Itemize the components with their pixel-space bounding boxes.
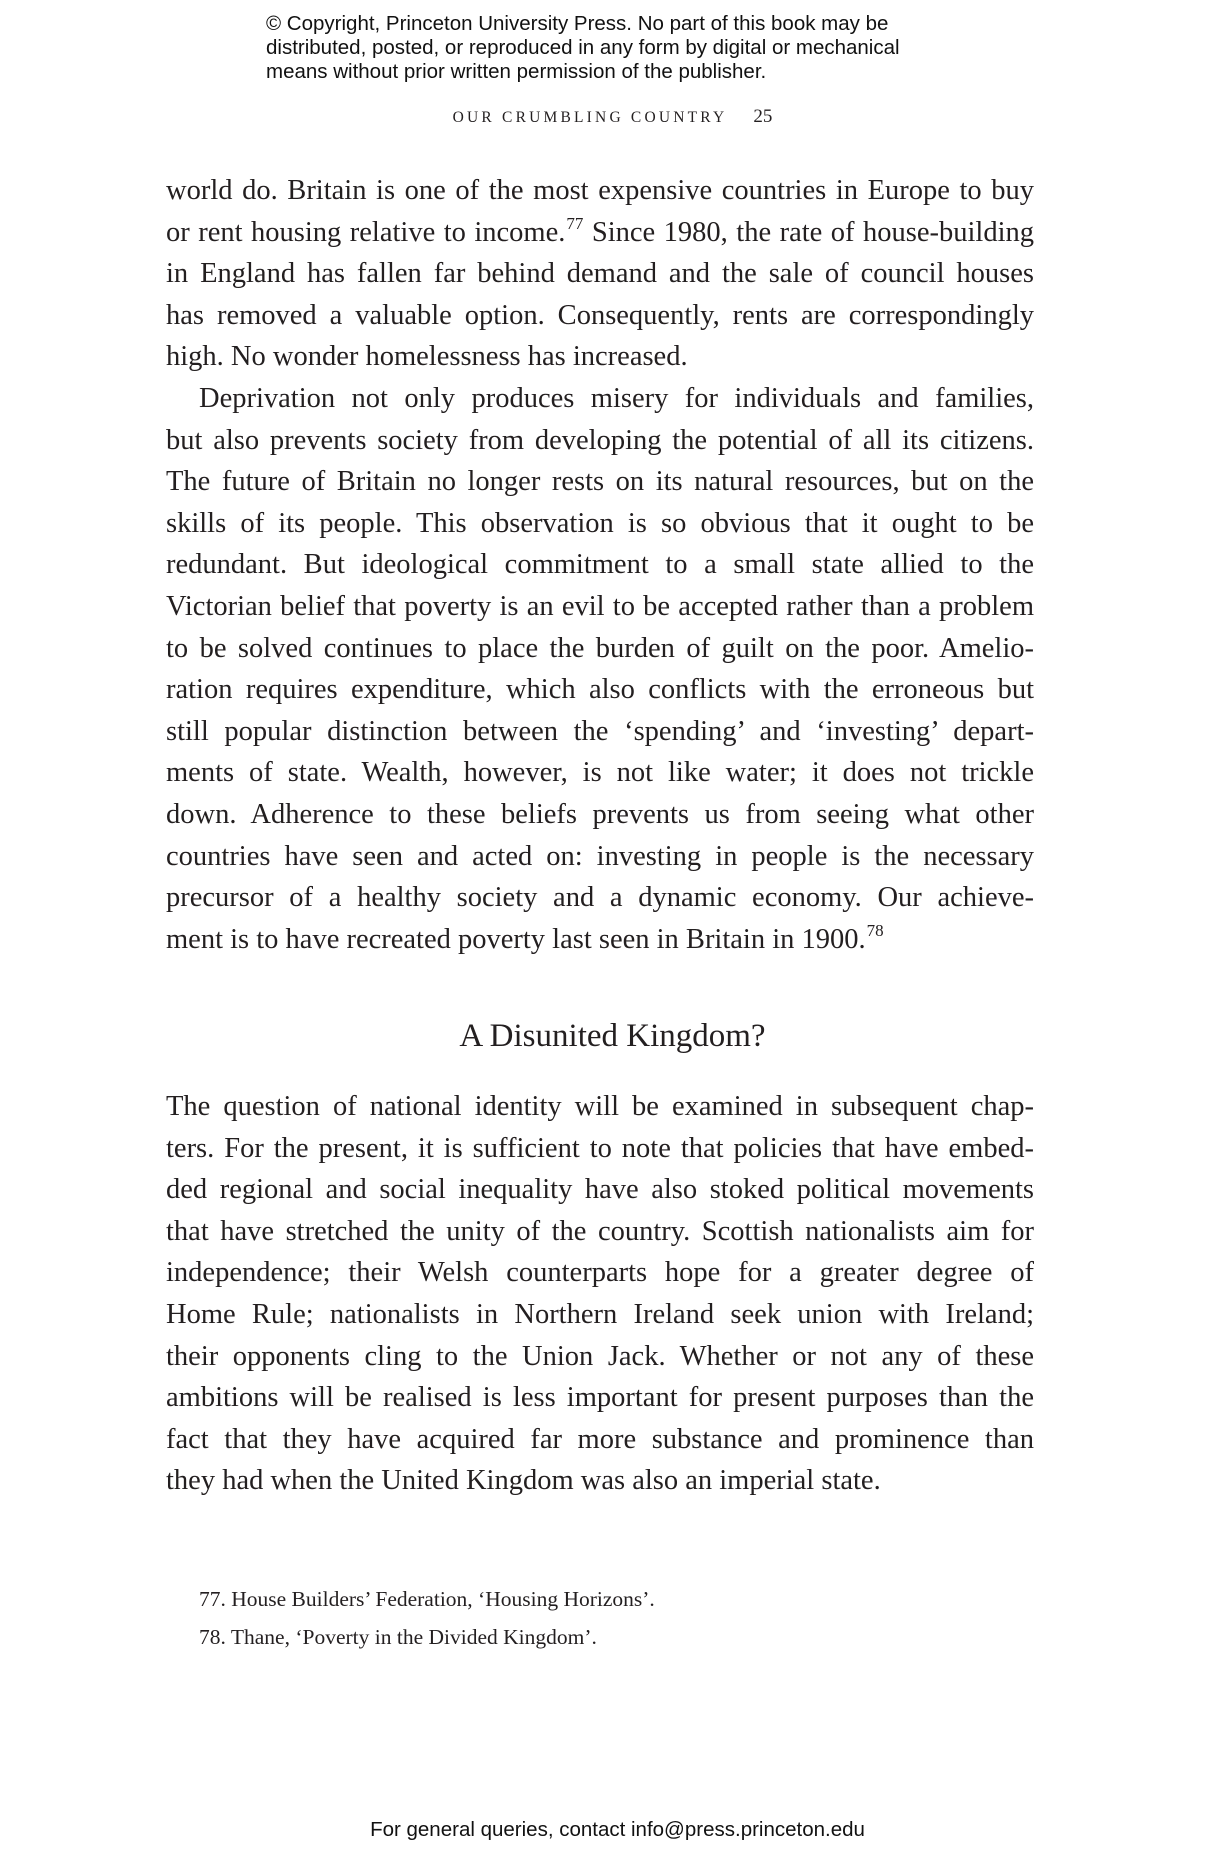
text-line: but also prevents society from developing the potential of all its citizens.	[166, 424, 1034, 456]
text-fragment: or rent housing relative to income.	[166, 216, 566, 248]
text-fragment: ment is to have recreated poverty last seen in Britain in 1900.	[166, 923, 866, 955]
section-heading: A Disunited Kingdom?	[459, 1018, 766, 1054]
copyright-line: means without prior written permission of the publisher.	[266, 60, 767, 83]
body-text-section-1	[166, 170, 1034, 960]
text-line: high. No wonder homelessness has increased.	[166, 341, 688, 373]
text-line: ded regional and social inequality have also stoked political movements	[166, 1174, 1034, 1206]
text-line: ambitions will be realised is less important for present purposes than the	[166, 1382, 1034, 1414]
running-head	[0, 106, 1225, 128]
text-line: has removed a valuable option. Consequently, rents are correspondingly	[166, 299, 1034, 331]
text-line: skills of its people. This observation is so obvious that it ought to be	[166, 507, 1034, 539]
copyright-line: © Copyright, Princeton University Press. No part of this book may be	[266, 12, 889, 35]
text-line: ments of state. Wealth, however, is not like water; it does not trickle	[166, 757, 1034, 789]
text-line: Home Rule; nationalists in Northern Ireland seek union with Ireland;	[166, 1298, 1034, 1330]
text-line: ters. For the present, it is sufficient to note that policies that have embed-	[166, 1132, 1034, 1164]
text-line: Deprivation not only produces misery for individuals and families,	[199, 382, 1034, 414]
text-line	[166, 212, 1034, 254]
text-line: Victorian belief that poverty is an evil to be accepted rather than a problem	[166, 590, 1034, 622]
copyright-line: distributed, posted, or reproduced in any form by digital or mechanical	[266, 36, 900, 59]
footnote-ref-78[interactable]: 78	[866, 920, 884, 940]
text-line: down. Adherence to these beliefs prevents us from seeing what other	[166, 798, 1034, 830]
chapter-title: OUR CRUMBLING COUNTRY	[452, 109, 728, 126]
text-line: that have stretched the unity of the country. Scottish nationalists aim for	[166, 1215, 1034, 1247]
footnote-77: 77. House Builders’ Federation, ‘Housing Horizons’.	[199, 1587, 655, 1611]
footnote-ref-77[interactable]: 77	[566, 213, 584, 233]
text-line: in England has fallen far behind demand and the sale of council houses	[166, 258, 1034, 290]
copyright-notice	[266, 12, 900, 84]
text-line: they had when the United Kingdom was also an imperial state.	[166, 1465, 881, 1497]
text-line: to be solved continues to place the burden of guilt on the poor. Amelio-	[166, 632, 1034, 664]
text-line: redundant. But ideological commitment to a small state allied to the	[166, 549, 1034, 581]
text-line: still popular distinction between the ‘spending’ and ‘investing’ depart-	[166, 715, 1034, 747]
text-line: fact that they have acquired far more substance and prominence than	[166, 1423, 1034, 1455]
text-line	[166, 919, 1034, 961]
text-line: precursor of a healthy society and a dynamic economy. Our achieve-	[166, 882, 1034, 914]
contact-footer: For general queries, contact info@press.princeton.edu	[370, 1818, 865, 1841]
text-line: The question of national identity will be examined in subsequent chap-	[166, 1091, 1034, 1122]
text-line: ration requires expenditure, which also conflicts with the erroneous but	[166, 674, 1034, 706]
text-line: world do. Britain is one of the most expensive countries in Europe to buy	[166, 175, 1034, 206]
body-text-section-2	[166, 1086, 1034, 1502]
text-line: The future of Britain no longer rests on its natural resources, but on the	[166, 466, 1034, 498]
page-number: 25	[753, 106, 773, 127]
text-line: countries have seen and acted on: investing in people is the necessary	[166, 840, 1034, 872]
footnote-78: 78. Thane, ‘Poverty in the Divided Kingdom’.	[199, 1625, 597, 1649]
text-line: independence; their Welsh counterparts hope for a greater degree of	[166, 1257, 1034, 1289]
footnotes	[199, 1580, 655, 1656]
text-line: their opponents cling to the Union Jack. Whether or not any of these	[166, 1340, 1034, 1372]
text-fragment: Since 1980, the rate of house-building	[591, 216, 1035, 248]
